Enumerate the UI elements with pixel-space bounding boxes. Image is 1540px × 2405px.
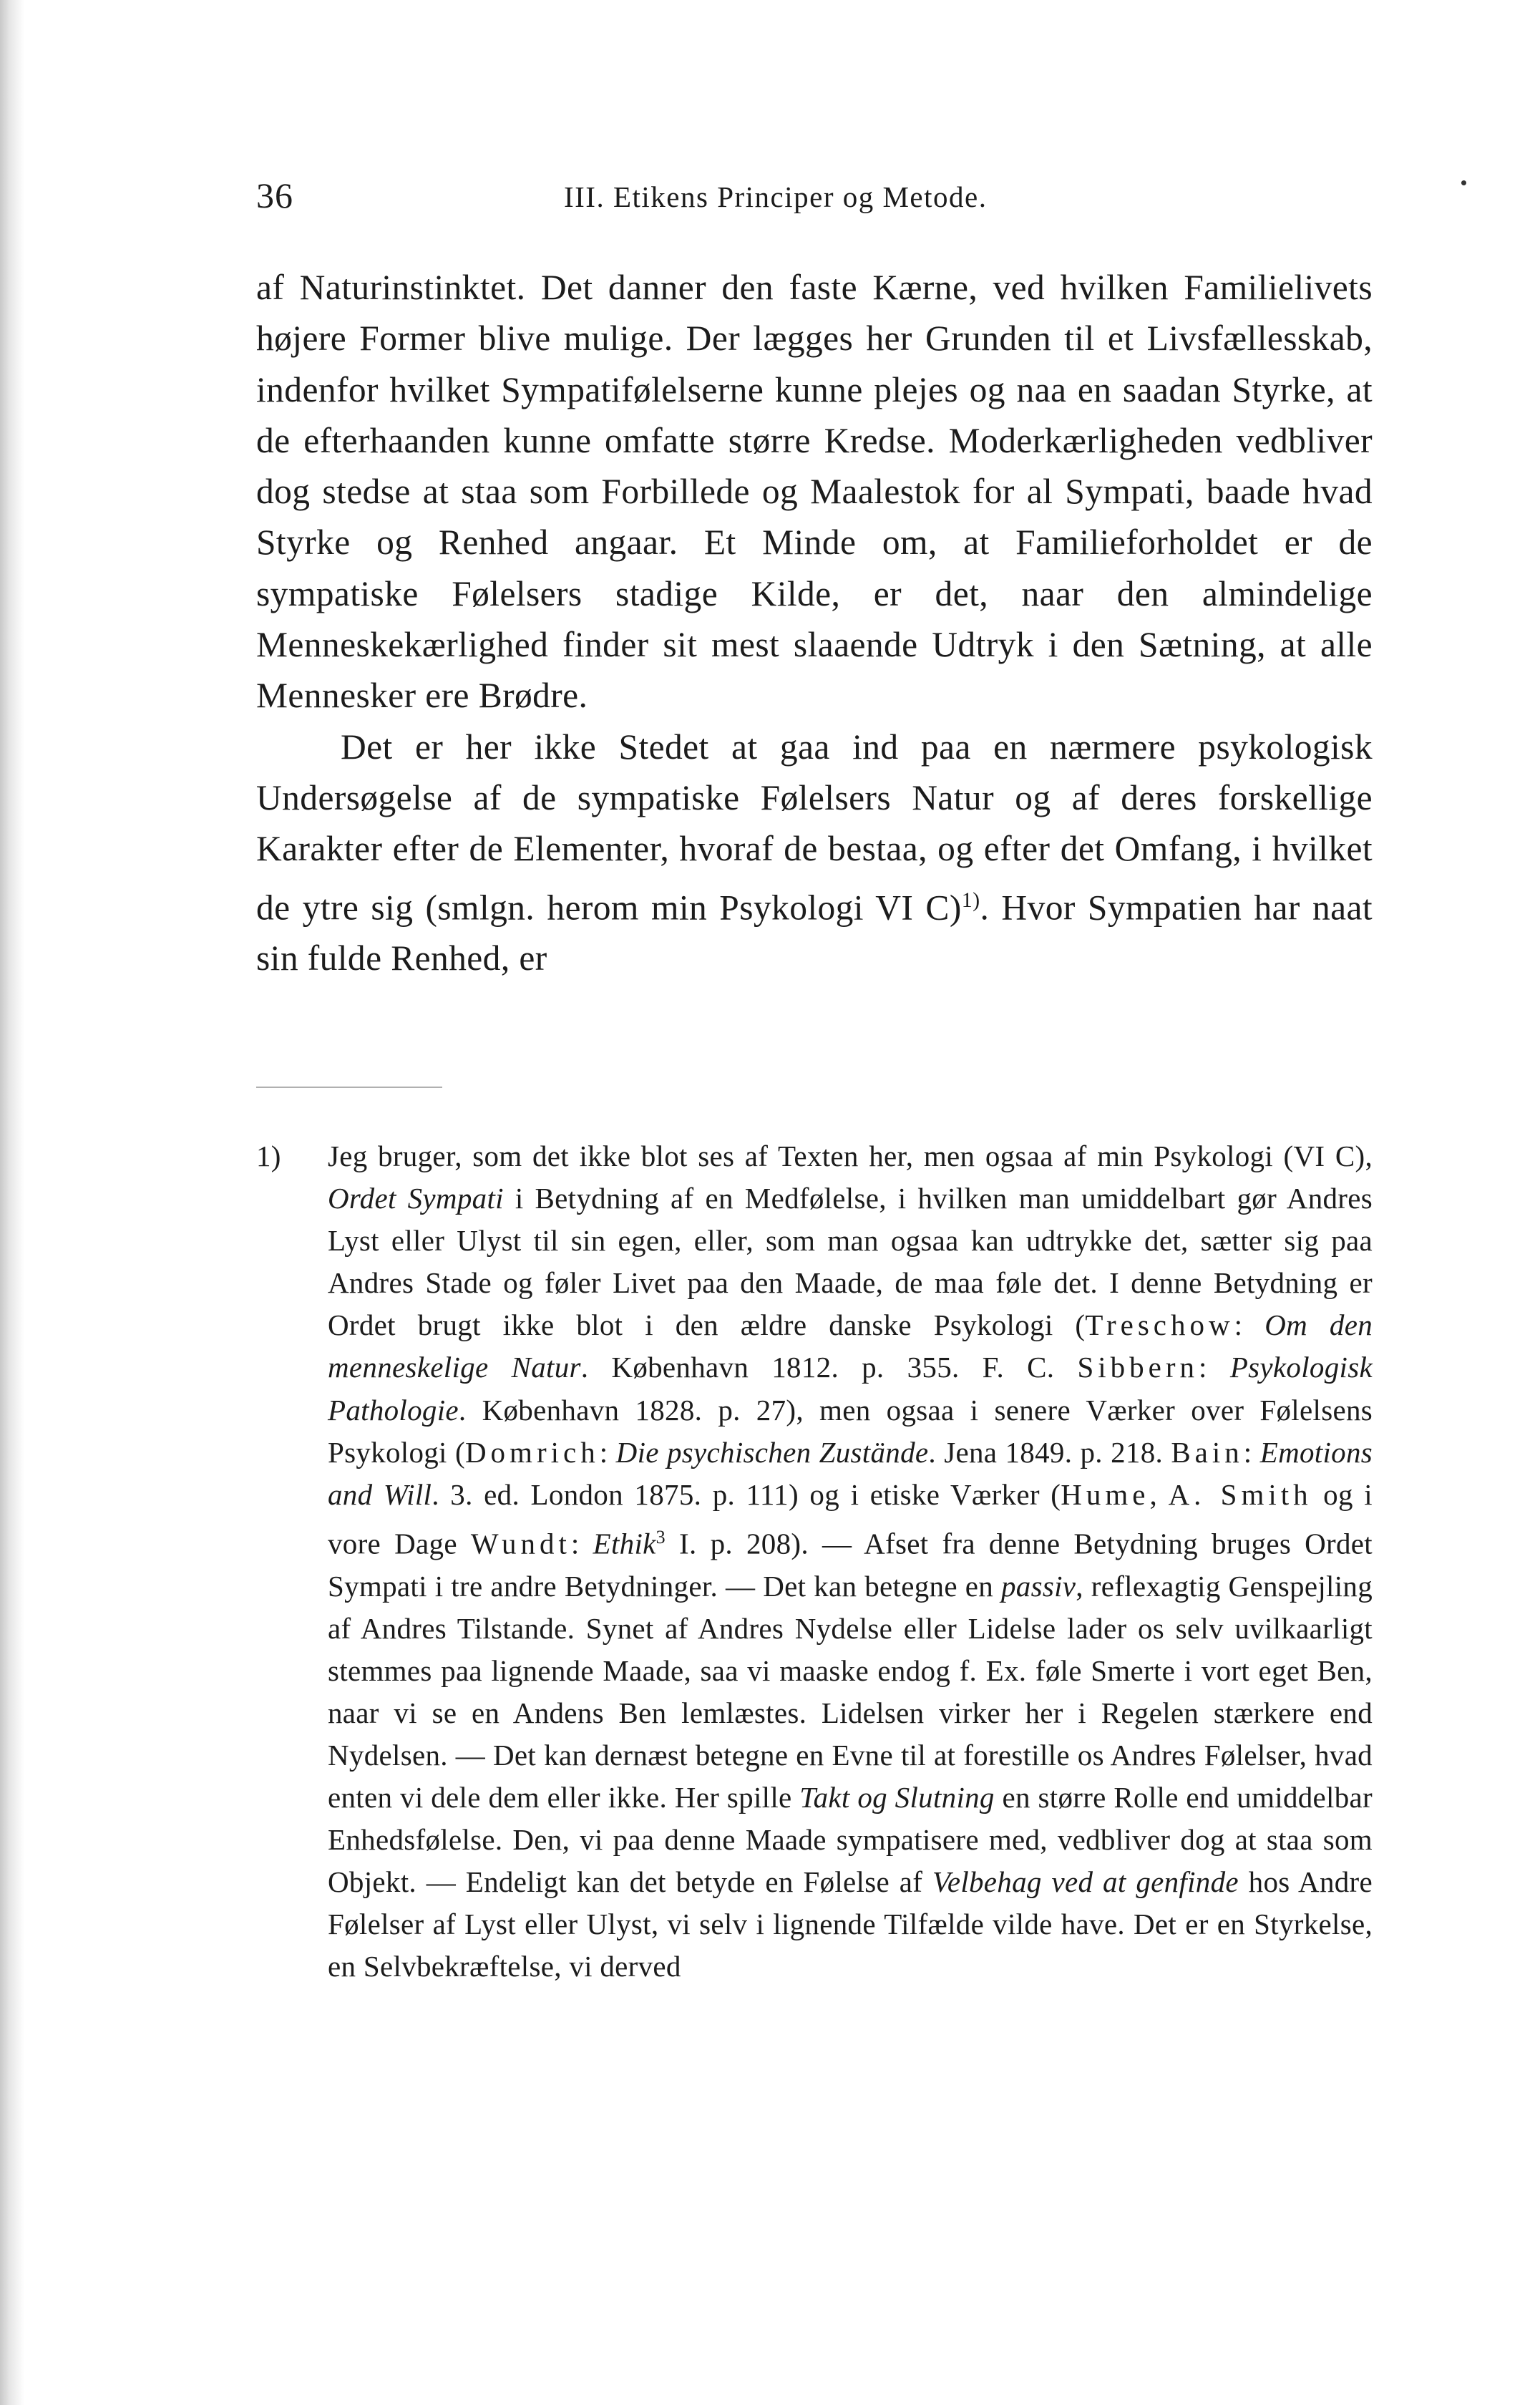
fn-text: : <box>1234 1308 1265 1342</box>
fn-text: . Jena 1849. p. 218. <box>928 1435 1171 1469</box>
fn-italic: Emotions and Will <box>328 1435 1373 1511</box>
fn-italic: Psykologisk Pathologie <box>328 1351 1373 1427</box>
fn-edition-superscript: 3 <box>656 1526 666 1548</box>
fn-text: : <box>1199 1351 1230 1384</box>
paragraph-1: af Naturinstinktet. Det danner den faste Kærne, ved hvilken Familielivets højere Former blive mulige. Der lægges her Grunden til et Livsfællesskab, indenfor hvilket Sympatifølelserne kunne plejes og naa en saadan Styrke, at de efterhaanden kunne omfatte større Kredse. Moderkærligheden vedbliver dog stedse at staa som Forbillede og Maalestok for al Sympati, baade hvad Styrke og Renhed angaar. Et Minde om, at Familieforholdet er de sympatiske Følelsers stadige Kilde, er det, naar den almindelige Menneskekærlighed finder sit mest slaaende Udtryk i den Sætning, at alle Mennesker ere Brødre. <box>256 268 1373 716</box>
fn-italic: Om den menneskelige Natur <box>328 1308 1373 1384</box>
paragraph-2 <box>256 722 1373 984</box>
fn-text: , reflexagtig Genspejling af Andres Tilstande. Synet af Andres Nydelse eller Lidelse lader os selv uvilkaarligt stemmes paa lignende Maade, saa vi maaske endog f. Ex. føle Smerte i vort eget Ben, naar vi se en Andens Ben lemlæstes. Lidelsen virker her i Regelen stærkere end Nydelsen. — Det kan dernæst betegne en Evne til at forestille os Andres Følelser, hvad enten vi dele dem eller ikke. Her spille <box>328 1569 1373 1814</box>
fn-italic: Ethik <box>593 1527 656 1560</box>
fn-italic: Takt og Slutning <box>799 1781 995 1814</box>
fn-author: Treschow <box>1085 1308 1234 1342</box>
fn-author: Domrich <box>464 1435 600 1469</box>
fn-italic: Die psychischen Zustände <box>615 1435 929 1469</box>
fn-text: i Betydning af en Medfølelse, i hvilken man umiddelbart gør Andres Lyst eller Ulyst til sin egen, eller, som man ogsaa kan udtrykke det, sætter sig paa Andres Stade og føler Livet paa den Maade, de maa føle det. I denne Betydning er Ordet brugt ikke blot i den ældre danske Psykologi ( <box>328 1182 1373 1342</box>
fn-text: hos Andre Følelser af Lyst eller Ulyst, vi selv i lignende Tilfælde vilde have. Det er en Styrkelse, en Selvbekræftelse, vi derved <box>328 1865 1373 1983</box>
fn-italic: Ordet Sympati <box>328 1182 504 1215</box>
page-header <box>256 170 1373 220</box>
fn-text: I. p. 208). — Afset fra denne Betydning bruges Ordet Sympati i tre andre Betydninger. — Det kan betegne en <box>328 1527 1373 1603</box>
fn-author: Sibbern <box>1077 1351 1199 1384</box>
fn-italic: passiv <box>1000 1569 1076 1603</box>
page-number: 36 <box>256 175 293 215</box>
fn-text: en større Rolle end umiddelbar Enhedsfølelse. Den, vi paa denne Maade sympatisere med, vedbliver dog at staa som Objekt. — Endeligt kan det betyde en Følelse af <box>328 1781 1373 1899</box>
footnote-marker: 1) <box>256 1140 281 1172</box>
fn-text: . København 1828. p. 27), men ogsaa i senere Værker over Følelsens Psykologi ( <box>328 1393 1373 1469</box>
fn-italic: Velbehag ved at genfinde <box>932 1865 1239 1899</box>
paragraph-2-tail: . Hvor Sympatien har naat sin fulde Renhed, er <box>256 888 1373 978</box>
fn-author: Bain <box>1171 1435 1244 1469</box>
fn-text: : <box>1243 1435 1260 1469</box>
fn-text: . 3. ed. London 1875. p. 111) og i etiske Værker ( <box>432 1477 1061 1511</box>
running-title: III. Etikens Principer og Metode. <box>564 180 988 213</box>
fn-text: . København 1812. p. 355. F. C. <box>580 1351 1078 1384</box>
fn-text: : <box>570 1527 593 1560</box>
scan-speck <box>1461 180 1466 185</box>
fn-text: , <box>1149 1477 1169 1511</box>
footnote <box>256 1135 1373 1988</box>
main-text <box>256 262 1373 984</box>
fn-text: Jeg bruger, som det ikke blot ses af Texten her, men ogsaa af min Psykologi (VI C), <box>328 1140 1373 1172</box>
scan-edge-shadow <box>0 0 24 2405</box>
fn-author: Wundt <box>470 1527 571 1560</box>
fn-text: og i vore Dage <box>328 1477 1373 1560</box>
fn-author: Hume <box>1061 1477 1150 1511</box>
paragraph-2-text: Det er her ikke Stedet at gaa ind paa en nærmere psykologisk Undersøgelse af de sympatiske Følelsers Natur og af deres forskellige Karakter efter de Elementer, hvoraf de bestaa, og efter det Omfang, i hvilket de ytre sig (smlgn. herom min Psykologi VI C) <box>256 727 1373 928</box>
footnote-paragraph <box>256 1135 1373 1988</box>
fn-author: A. Smith <box>1168 1477 1312 1511</box>
footnote-separator <box>256 1087 442 1088</box>
footnote-reference: 1) <box>961 888 980 912</box>
fn-text: : <box>599 1435 616 1469</box>
